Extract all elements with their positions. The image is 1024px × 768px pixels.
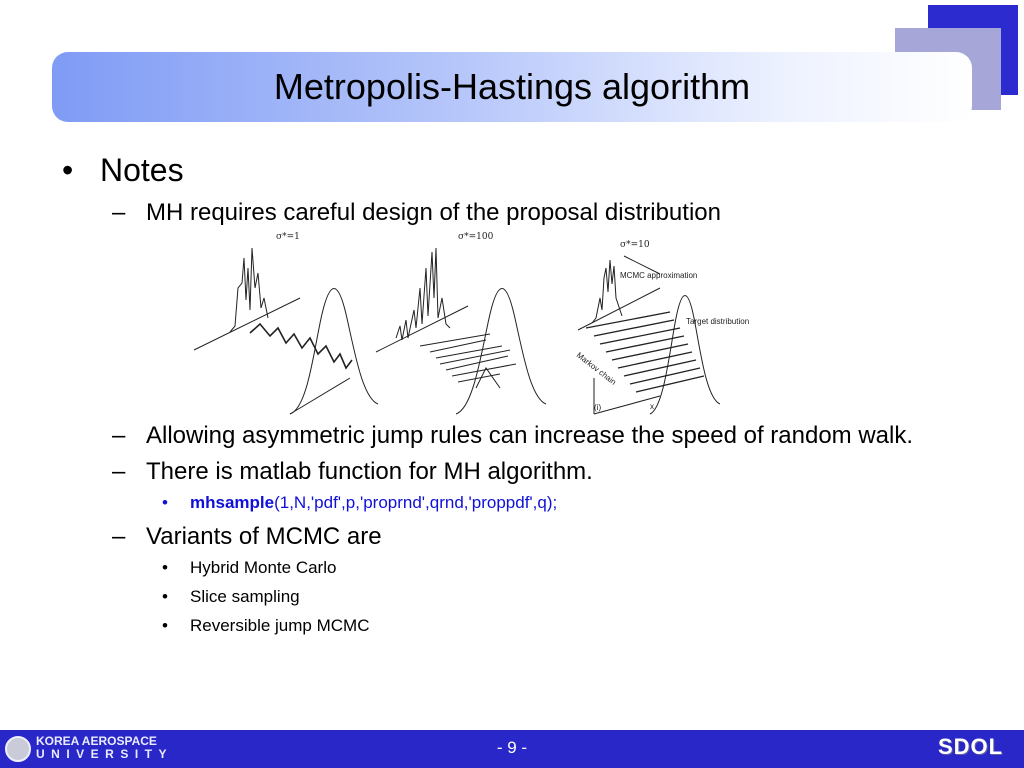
bullet-dash: – [112, 523, 126, 550]
bullet-proposal-text: MH requires careful design of the proposal distribution [146, 199, 721, 226]
code-function-name: mhsample [190, 493, 275, 512]
figure-panel-2 [376, 248, 546, 414]
page-number: - 9 - [496, 738, 528, 757]
annotation-x-axis: x [650, 402, 654, 411]
panel-label-3: σ*=10 [620, 240, 650, 250]
annotation-chain: Markov chain [574, 350, 618, 387]
bullet-dot: • [162, 587, 168, 606]
bullet-matlab-text: There is matlab function for MH algorithm. [146, 458, 593, 485]
university-name-line2: UNIVERSITY [36, 747, 174, 761]
variant-item [162, 558, 336, 578]
university-emblem-icon [5, 736, 31, 762]
bullet-notes-text: Notes [100, 152, 184, 188]
bullet-asymmetric [112, 422, 913, 450]
panel-label-1: σ*=1 [276, 232, 300, 242]
bullet-dash: – [112, 199, 126, 226]
bullet-variants-text: Variants of MCMC are [146, 523, 382, 550]
variant-item-text: Reversible jump MCMC [190, 616, 370, 635]
mcmc-figure [190, 228, 770, 420]
bullet-variants [112, 523, 382, 551]
bullet-dash: – [112, 422, 126, 449]
slide-title: Metropolis-Hastings algorithm [273, 66, 751, 107]
bullet-dash: – [112, 458, 126, 485]
annotation-i-axis: (i) [594, 403, 602, 412]
bullet-notes [62, 152, 184, 189]
lab-logo: SDOL [938, 734, 1004, 759]
figure-panel-1 [194, 248, 378, 414]
university-name [36, 735, 173, 761]
variant-item-text: Slice sampling [190, 587, 300, 606]
variant-item-text: Hybrid Monte Carlo [190, 558, 337, 577]
variant-item [162, 616, 369, 636]
bullet-asymmetric-text: Allowing asymmetric jump rules can increase the speed of random walk. [146, 422, 914, 449]
bullet-dot: • [162, 558, 168, 577]
bullet-dot: • [162, 616, 168, 635]
bullet-dot: • [162, 493, 168, 512]
title-bar [52, 52, 972, 122]
panel-label-2: σ*=100 [458, 232, 494, 242]
variant-item [162, 587, 300, 607]
bullet-dot: • [62, 152, 74, 188]
bullet-code [162, 493, 557, 513]
annotation-target: Target distribution [686, 317, 750, 326]
annotation-mcmc: MCMC approximation [620, 271, 698, 280]
code-arguments: (1,N,'pdf',p,'proprnd',qrnd,'proppdf',q); [274, 493, 558, 512]
bullet-matlab [112, 458, 593, 486]
bullet-proposal [112, 199, 721, 227]
university-name-line1: KOREA AEROSPACE [36, 734, 157, 748]
